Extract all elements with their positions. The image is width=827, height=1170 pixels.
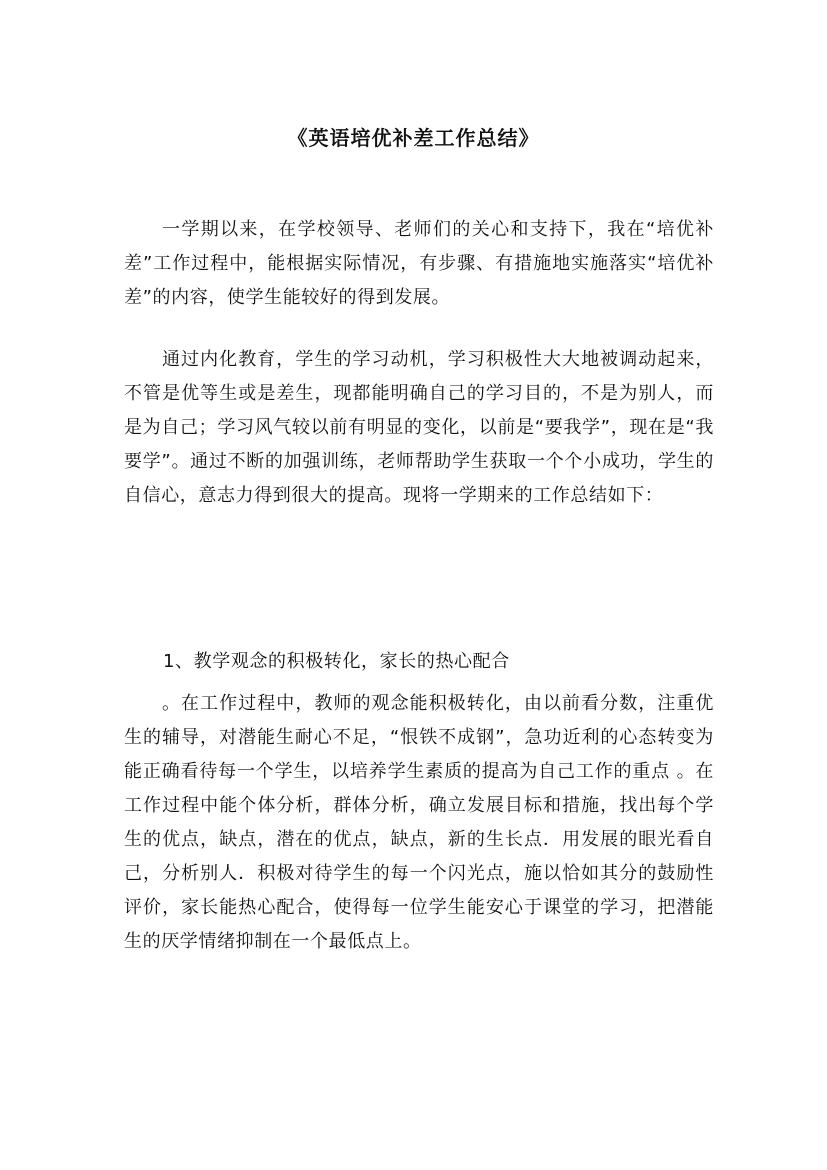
paragraph-intro: 一学期以来，在学校领导、老师们的关心和支持下，我在“培优补差”工作过程中，能根据实际情况，有步骤、有措施地实施落实“培优补差”的内容，使学生能较好的得到发展。 [124,219,714,308]
document-title: 《英语培优补差工作总结》 [287,126,540,150]
paragraph-motivation: 通过内化教育，学生的学习动机，学习积极性大大地被调动起来，不管是优等生或是差生，现都能明确自己的学习目的，不是为别人，而是为自己；学习风气较以前有明显的变化，以前是“要我学”，现在是“我要学”。通过不断的加强训练，老师帮助学生获取一个个小成功，学生的自信心，意志力得到很大的提高。现将一学期来的工作总结如下： [124,349,714,506]
section-heading-1: 1、教学观念的积极转化，家长的热心配合 [163,651,510,672]
paragraph-section-1: 。在工作过程中，教师的观念能积极转化，由以前看分数，注重优生的辅导，对潜能生耐心不足，“恨铁不成钢”，急功近利的心态转变为能正确看待每一个学生，以培养学生素质的提高为自己工作的重点 。在工作过程中能个体分析，群体分析，确立发展目标和措施，找出每个学生的优点，缺点，潜在的优点，缺点，新的生长点．用发展的眼光看自己，分析别人．积极对待学生的每一个闪光点，施以恰如其分的鼓励性评价，家长能热心配合，使得每一位学生能安心于课堂的学习，把潜能生的厌学情绪抑制在一个最低点上。 [124,693,714,952]
